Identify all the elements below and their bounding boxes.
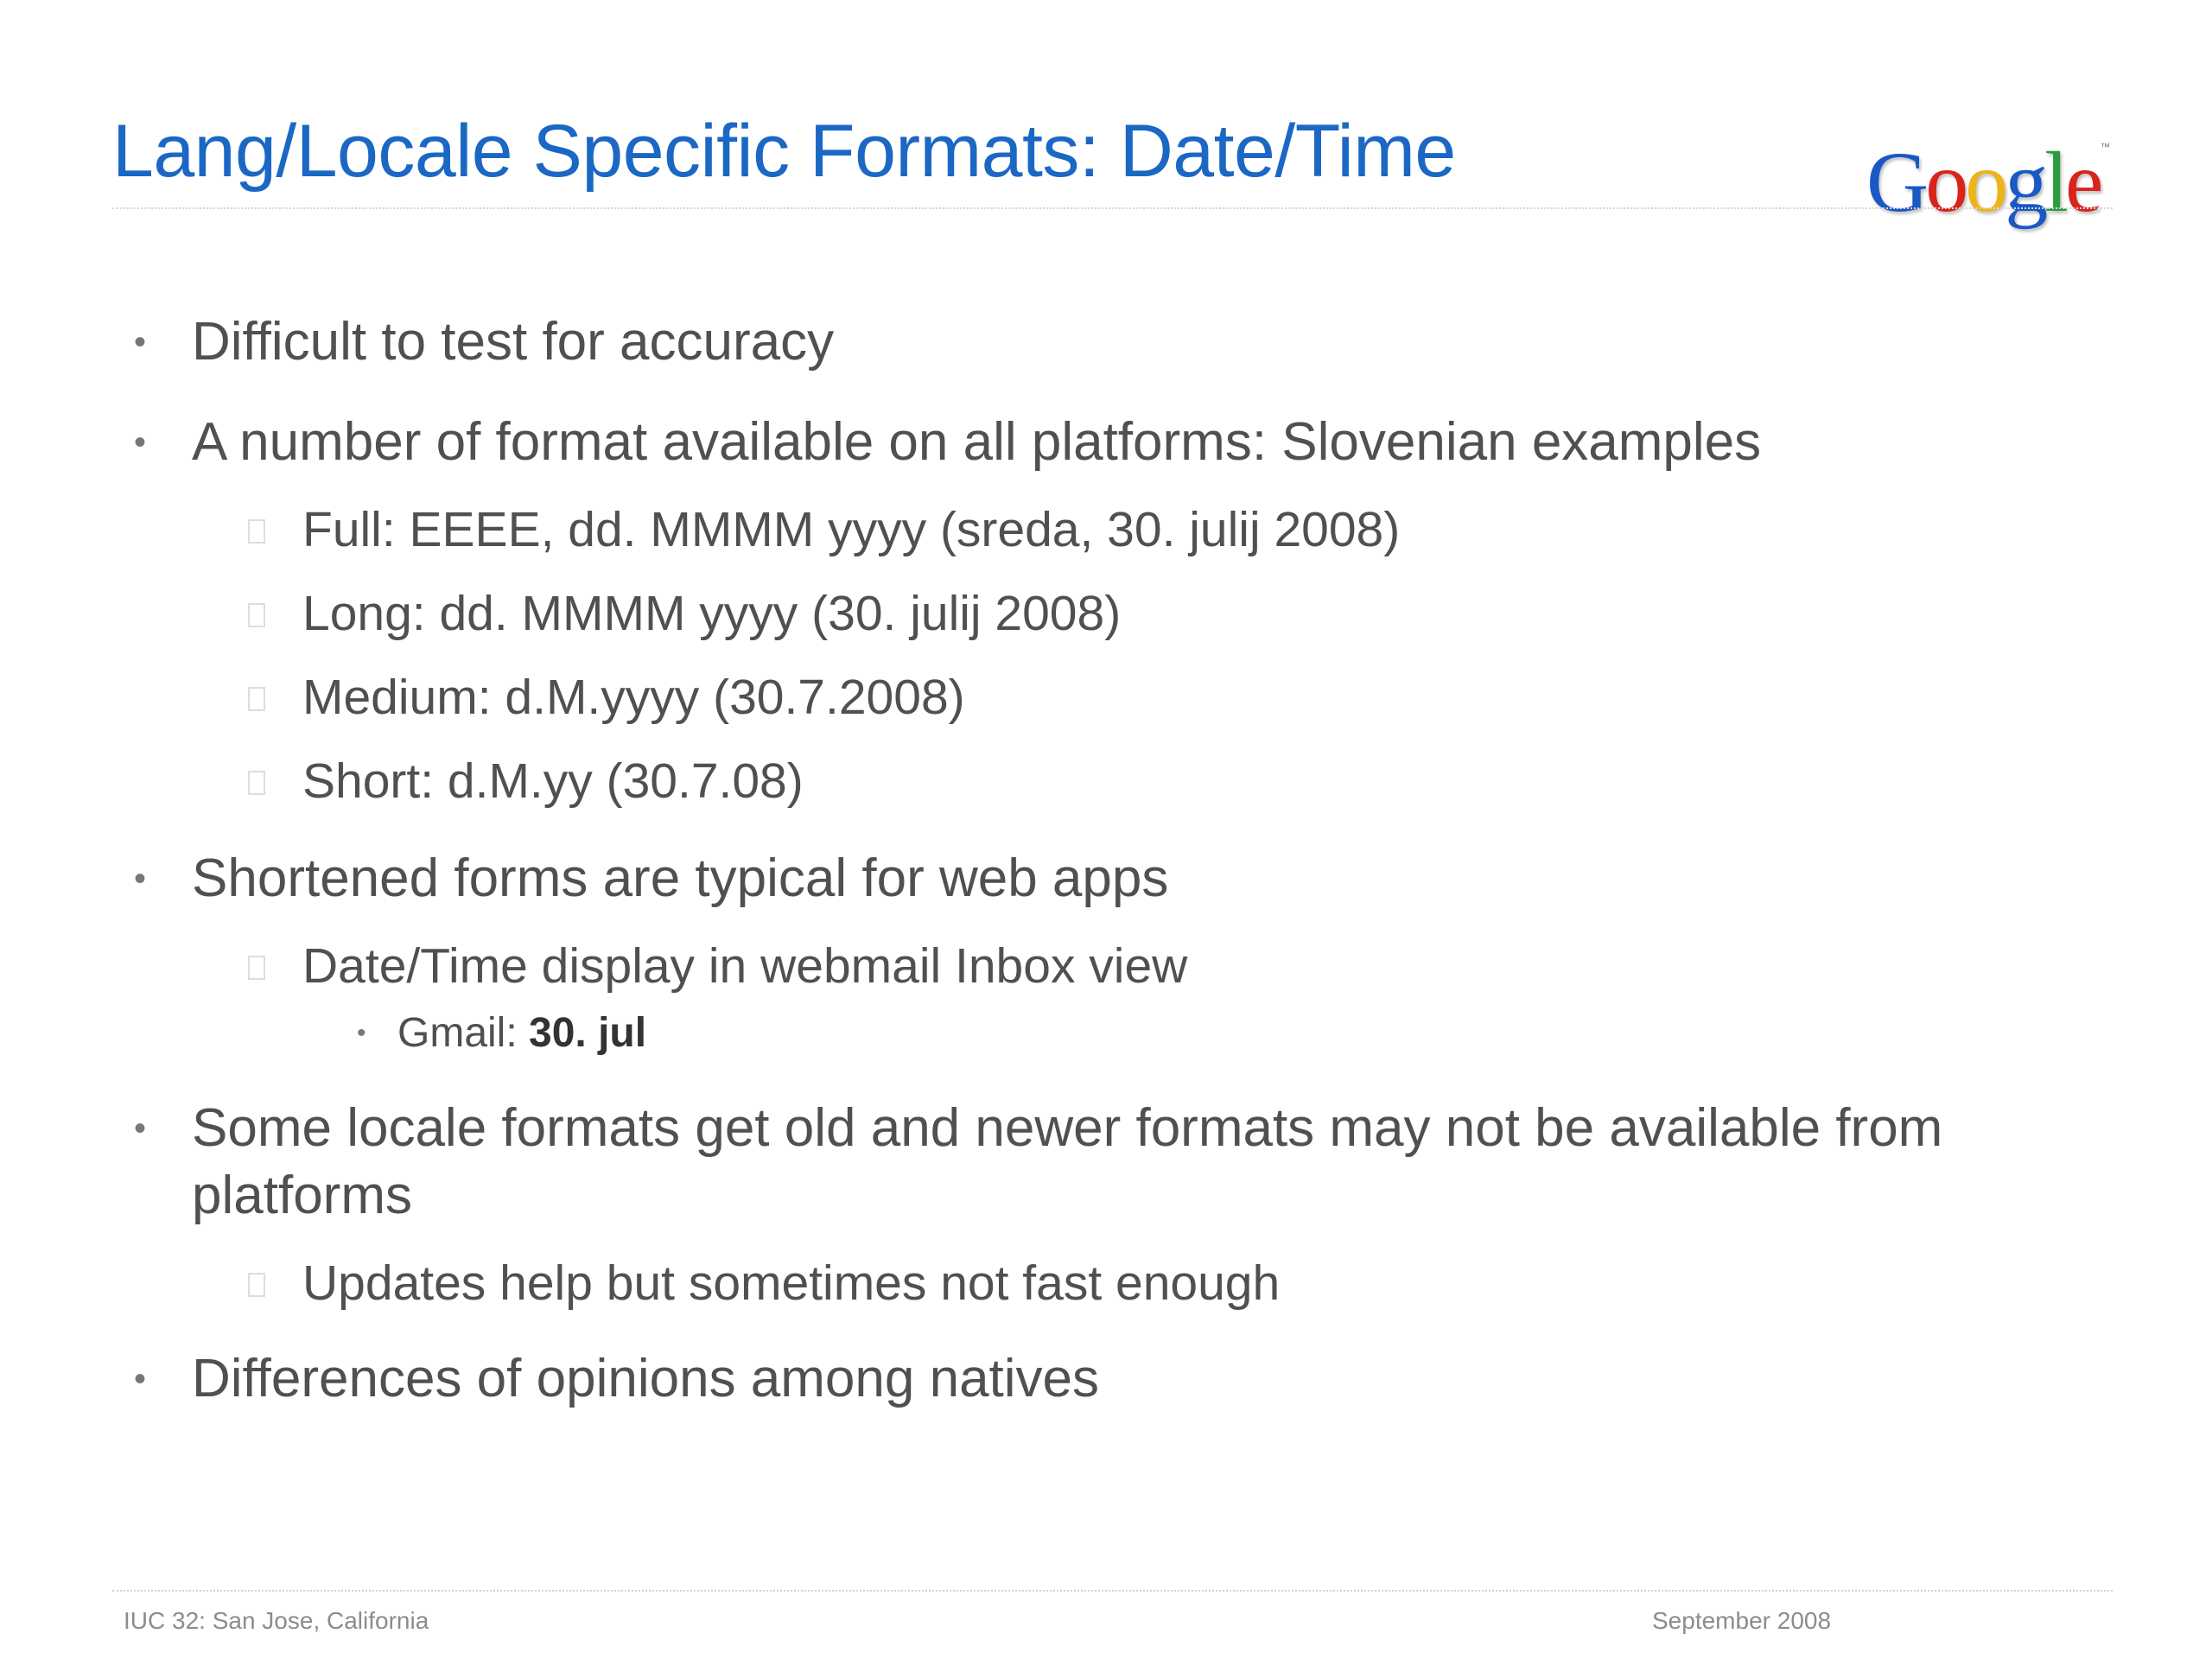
sub-bullet-text: Short: d.M.yy (30.7.08) (302, 753, 804, 809)
logo-letter-o2: o (1965, 134, 2005, 230)
bullet-marker: • (134, 1109, 147, 1147)
logo-letter-o1: o (1925, 134, 1966, 230)
sub-bullet-text: Date/Time display in webmail Inbox view (302, 938, 1188, 994)
footer-divider (112, 1590, 2113, 1592)
logo-letter-e: e (2065, 134, 2101, 230)
sub-bullet-marker (248, 603, 265, 627)
bullet-marker: • (134, 1360, 147, 1398)
sub-bullet-text: Long: dd. MMMM yyyy (30. julij 2008) (302, 586, 1122, 641)
bullet-text-continuation: platforms (192, 1166, 412, 1225)
sub-bullet-text: Full: EEEE, dd. MMMM yyyy (sreda, 30. julij 2008) (302, 502, 1401, 557)
google-logo (1866, 95, 2110, 234)
bullet-text: A number of format available on all platforms: Slovenian examples (192, 412, 1762, 472)
sub-bullet-text: Medium: d.M.yyyy (30.7.2008) (302, 670, 965, 725)
sub-bullet-marker (248, 956, 265, 980)
bullet-text: Some locale formats get old and newer formats may not be available from (192, 1098, 1943, 1158)
logo-letter-l: l (2044, 134, 2066, 230)
sub-bullet-marker (248, 1273, 265, 1297)
logo-letter-g1: G (1866, 134, 1926, 230)
bullet-text: Shortened forms are typical for web apps (192, 849, 1169, 908)
logo-letter-g2: g (2005, 134, 2045, 230)
bullet-marker: • (134, 323, 147, 361)
footer-event: IUC 32: San Jose, California (124, 1607, 429, 1634)
sub-sub-bullet-text (397, 1007, 646, 1059)
sub-sub-bullet-marker: • (357, 1019, 366, 1047)
header-divider (112, 207, 2113, 209)
bullet-marker: • (134, 860, 147, 898)
sub-bullet-marker (248, 519, 265, 543)
gmail-label: Gmail: (397, 1010, 530, 1056)
bullet-marker: • (134, 423, 147, 461)
footer-date: September 2008 (1652, 1607, 1832, 1634)
sub-bullet-marker (248, 687, 265, 711)
sub-bullet-marker (248, 771, 265, 795)
slide-title: Lang/Locale Specific Formats: Date/Time (112, 110, 1456, 193)
bullet-text: Differences of opinions among natives (192, 1349, 1100, 1408)
sub-bullet-text: Updates help but sometimes not fast enough (302, 1255, 1281, 1311)
logo-trademark: ™ (2100, 141, 2111, 153)
bullet-text: Difficult to test for accuracy (192, 312, 835, 372)
gmail-date-example: 30. jul (529, 1010, 647, 1056)
